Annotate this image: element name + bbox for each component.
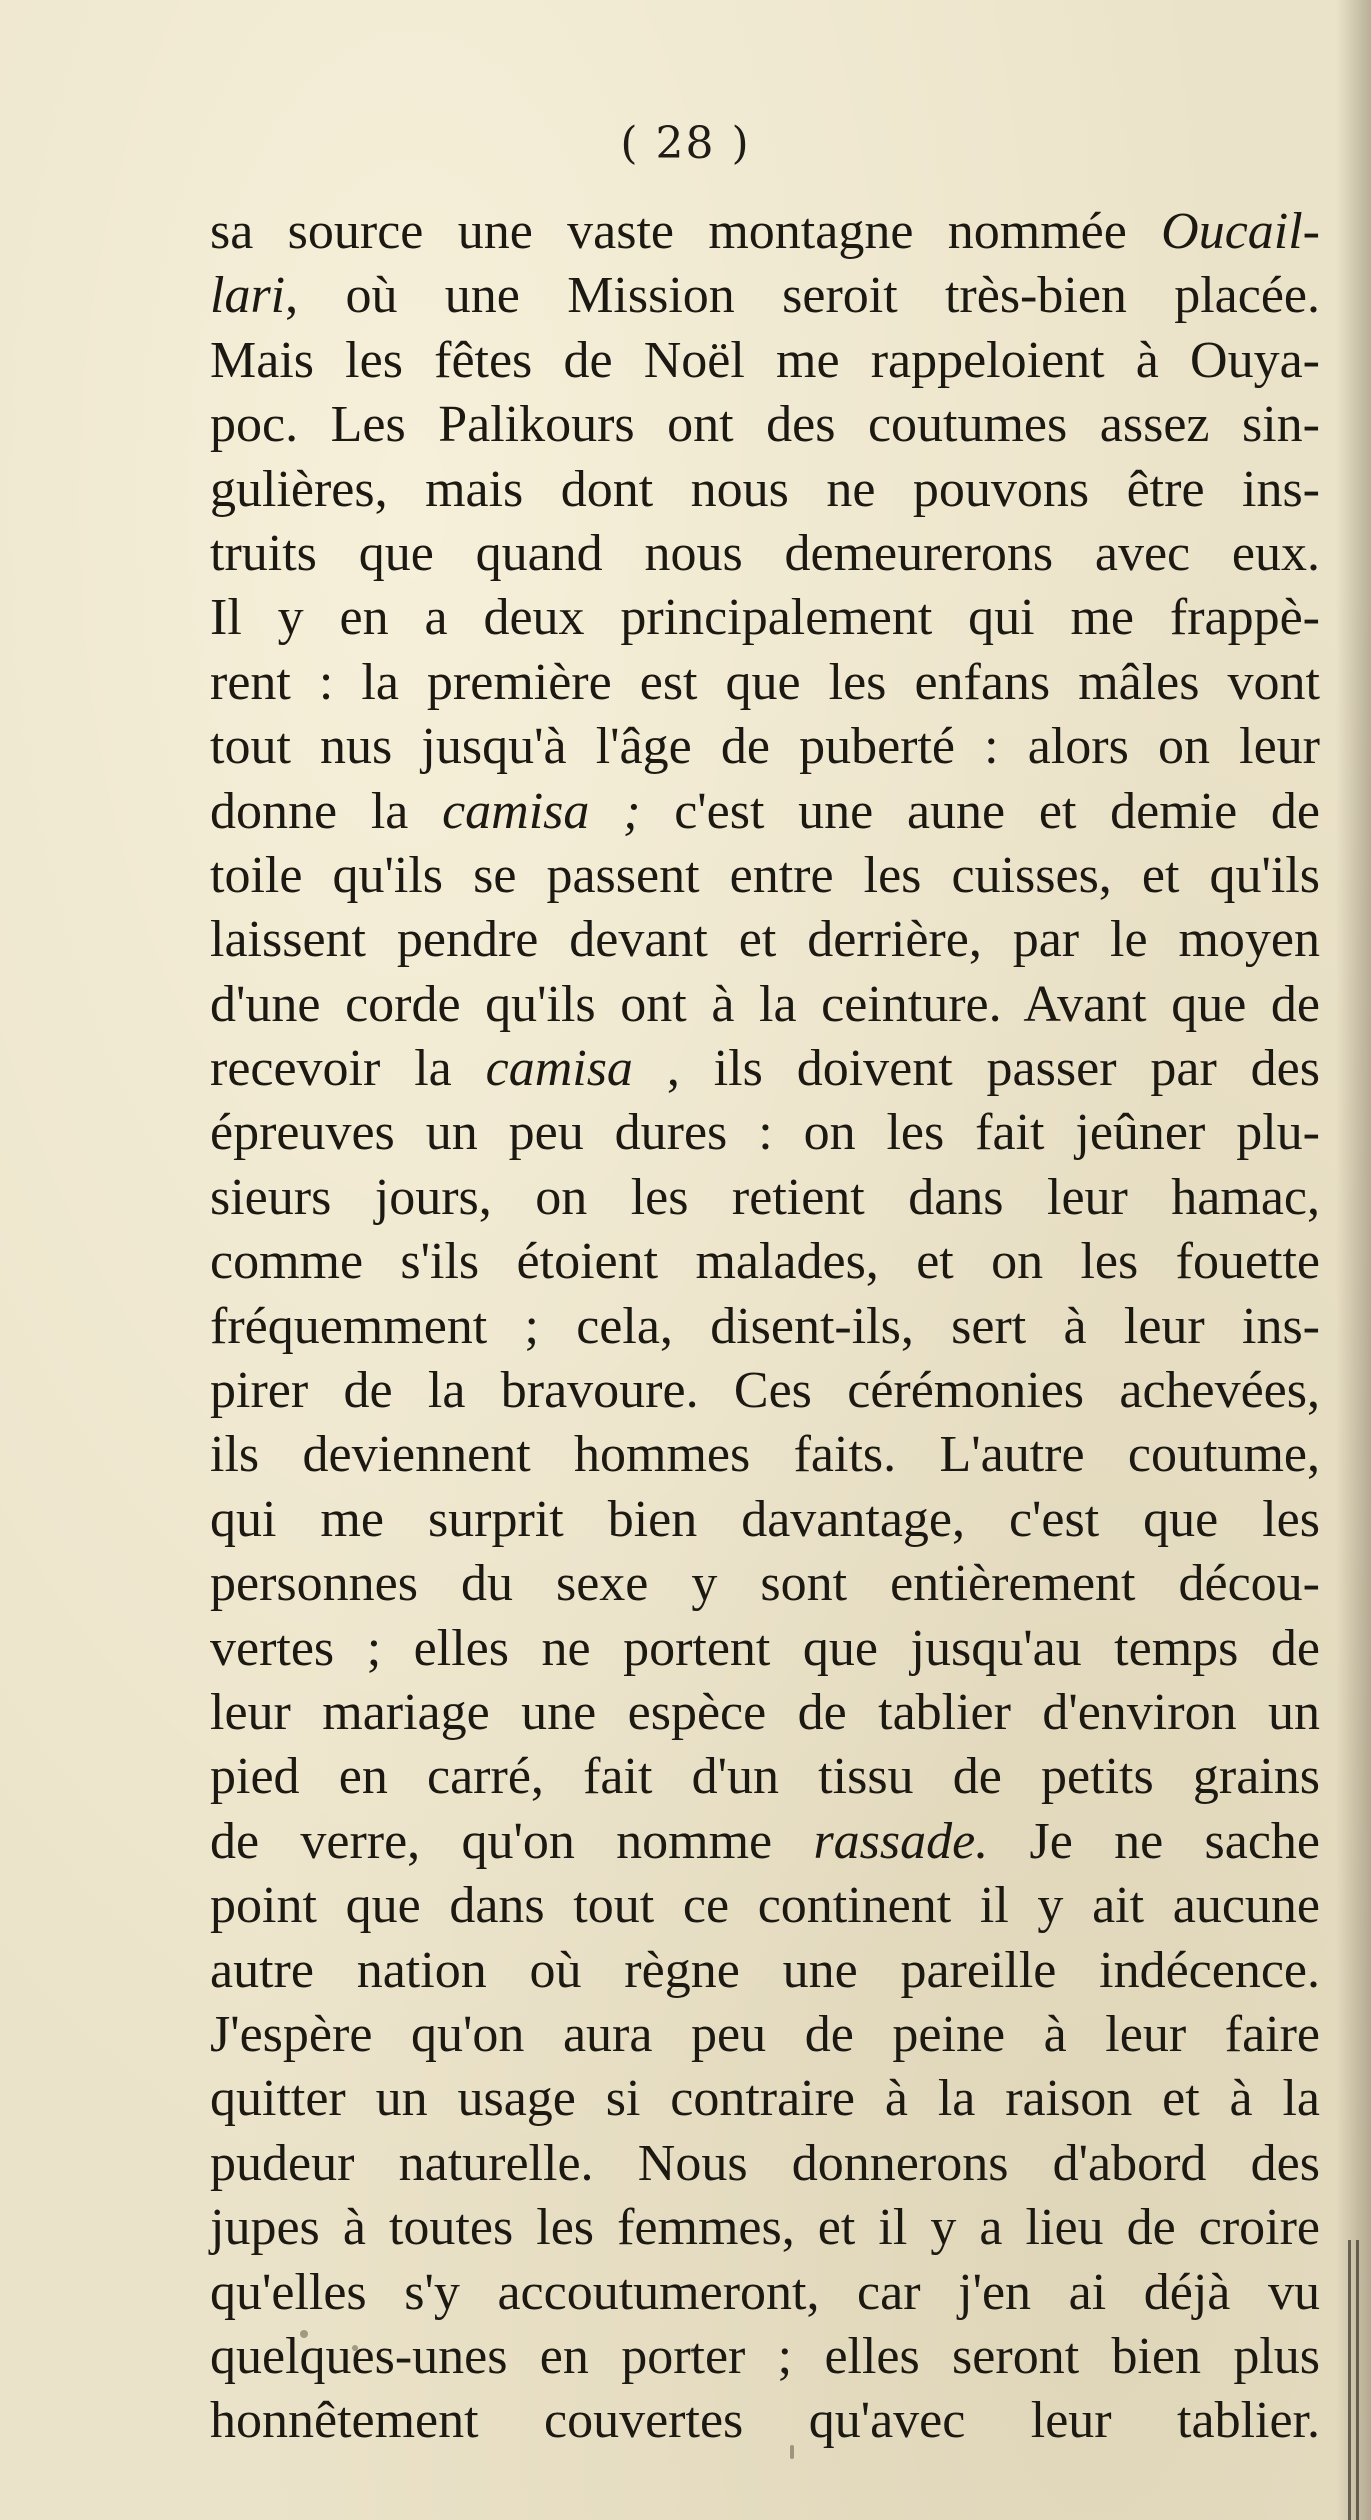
text-line <box>210 2132 1320 2196</box>
text-line <box>210 586 1320 650</box>
text-line <box>210 2261 1320 2325</box>
text-line <box>210 264 1320 328</box>
text-run: Mais les fêtes de Noël me rappeloient à Ouya- <box>210 331 1320 389</box>
text-line <box>210 1874 1320 1938</box>
text-line <box>210 1295 1320 1359</box>
text-run: tout nus jusqu'à l'âge de puberté : alors on leur <box>210 718 1320 776</box>
text-run: comme s'ils étoient malades, et on les fouette <box>210 1233 1320 1291</box>
binding-gutter <box>1336 0 1371 2520</box>
text-run: jupes à toutes les femmes, et il y a lieu de croire <box>210 2199 1320 2257</box>
text-run: personnes du sexe y sont entièrement décou- <box>210 1555 1320 1613</box>
text-run: vertes ; elles ne portent que jusqu'au temps de <box>210 1619 1320 1677</box>
page-number: ( 28 ) <box>620 118 751 169</box>
text-run: sieurs jours, on les retient dans leur hamac, <box>210 1168 1320 1226</box>
text-run: pirer de la bravoure. Ces cérémonies achevées, <box>210 1362 1320 1420</box>
text-run: quelques-unes en porter ; elles seront bien plus <box>210 2327 1320 2385</box>
text-line <box>210 780 1320 844</box>
text-line <box>210 200 1320 264</box>
text-line <box>210 651 1320 715</box>
text-run: point que dans tout ce continent il y ait aucune <box>210 1877 1320 1935</box>
text-run: autre nation où règne une pareille indécence. <box>210 1941 1320 1999</box>
text-line <box>210 1423 1320 1487</box>
binding-edge-line <box>1348 2240 1351 2520</box>
text-run: pudeur naturelle. Nous donnerons d'abord des <box>210 2134 1320 2192</box>
text-run: d'une corde qu'ils ont à la ceinture. Avant que de <box>210 975 1320 1033</box>
text-line <box>210 1230 1320 1294</box>
text-run: donne la <box>210 782 443 840</box>
text-line <box>210 522 1320 586</box>
text-run: , ils doivent passer par des <box>632 1040 1320 1098</box>
text-run: pied en carré, fait d'un tissu de petits grains <box>210 1748 1320 1806</box>
text-line <box>210 458 1320 522</box>
text-line <box>210 908 1320 972</box>
text-line <box>210 1037 1320 1101</box>
text-line <box>210 1552 1320 1616</box>
text-line <box>210 1101 1320 1165</box>
italic-term: camisa <box>485 1040 633 1098</box>
text-run: quitter un usage si contraire à la raison et à la <box>210 2070 1320 2128</box>
text-line <box>210 2196 1320 2260</box>
text-line <box>210 329 1320 393</box>
text-run: fréquemment ; cela, disent-ils, sert à leur ins- <box>210 1297 1320 1355</box>
text-run: qui me surprit bien davantage, c'est que les <box>210 1490 1320 1548</box>
text-run: poc. Les Palikours ont des coutumes assez sin- <box>210 396 1320 454</box>
text-run: rent : la première est que les enfans mâles vont <box>210 653 1320 711</box>
text-run: Je ne sache <box>988 1812 1321 1870</box>
italic-term: rassade. <box>813 1812 989 1870</box>
text-line <box>210 1359 1320 1423</box>
text-line <box>210 1488 1320 1552</box>
text-line <box>210 2003 1320 2067</box>
text-run: épreuves un peu dures : on les fait jeûner plu- <box>210 1104 1320 1162</box>
text-line <box>210 2389 1320 2453</box>
text-run: de verre, qu'on nomme <box>210 1812 814 1870</box>
text-run: honnêtement couvertes qu'avec leur tablier. <box>210 2392 1320 2450</box>
text-run: , où une Mission seroit très-bien placée. <box>285 267 1320 325</box>
text-run: laissent pendre devant et derrière, par le moyen <box>210 911 1320 969</box>
body-text <box>210 200 1320 2454</box>
binding-edge-line <box>1356 2240 1359 2520</box>
text-run: truits que quand nous demeurerons avec eux. <box>210 524 1320 582</box>
text-line <box>210 973 1320 1037</box>
text-run: qu'elles s'y accoutumeront, car j'en ai déjà vu <box>210 2263 1320 2321</box>
text-run: Il y en a deux principalement qui me frappè- <box>210 589 1320 647</box>
text-line <box>210 2067 1320 2131</box>
text-run: leur mariage une espèce de tablier d'environ un <box>210 1683 1320 1741</box>
text-run: gulières, mais dont nous ne pouvons être ins- <box>210 460 1320 518</box>
text-run: toile qu'ils se passent entre les cuisses, et qu'ils <box>210 846 1320 904</box>
italic-term: lari <box>210 267 286 325</box>
text-line <box>210 393 1320 457</box>
text-line <box>210 2325 1320 2389</box>
text-run: c'est une aune et demie de <box>640 782 1321 840</box>
text-run: recevoir la <box>210 1040 486 1098</box>
text-line <box>210 1617 1320 1681</box>
text-run: sa source une vaste montagne nommée <box>210 203 1162 260</box>
italic-term: Oucail- <box>1161 203 1320 260</box>
text-line <box>210 1166 1320 1230</box>
text-line <box>210 1745 1320 1809</box>
text-line <box>210 844 1320 908</box>
italic-term: camisa ; <box>442 782 641 840</box>
text-line <box>210 1939 1320 2003</box>
text-run: ils deviennent hommes faits. L'autre coutume, <box>210 1426 1320 1484</box>
text-line <box>210 715 1320 779</box>
text-line <box>210 1681 1320 1745</box>
text-line <box>210 1810 1320 1874</box>
text-run: J'espère qu'on aura peu de peine à leur faire <box>210 2005 1320 2063</box>
